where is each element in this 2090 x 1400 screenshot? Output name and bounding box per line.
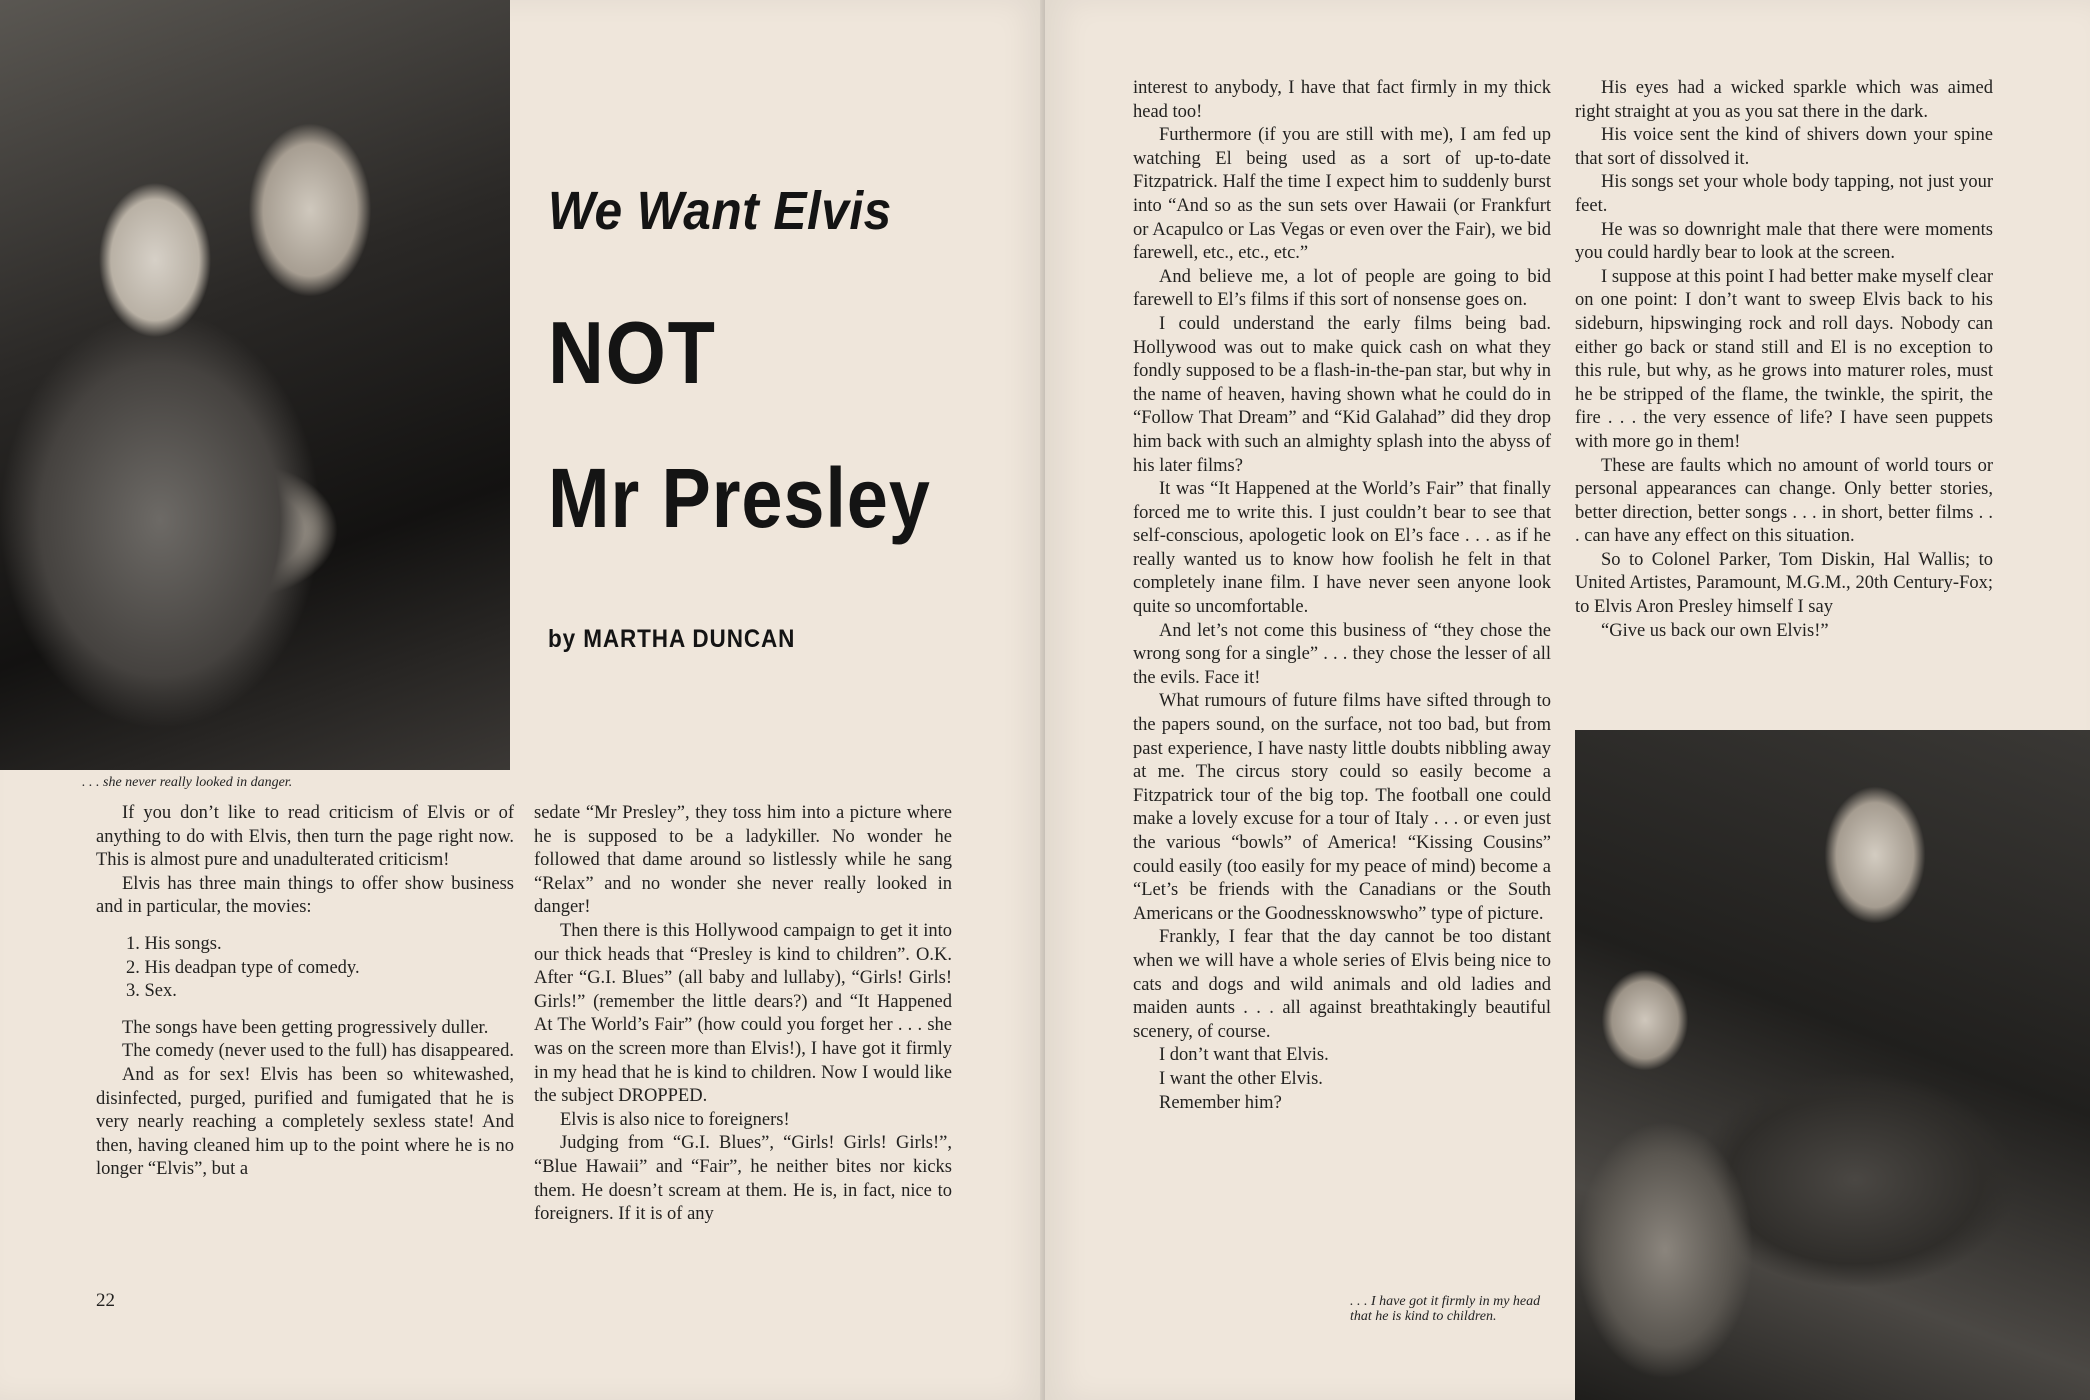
paragraph: The songs have been getting progressively duller. (122, 1017, 489, 1038)
elvis-photo-right (1575, 730, 2090, 1400)
elvis-photo-left (0, 0, 510, 770)
body-column-2 (534, 802, 952, 1227)
list-item: 1. His songs. (126, 933, 222, 954)
headline-line-3: Mr Presley (548, 451, 931, 545)
paragraph: Elvis has three main things to offer show business and in particular, the movies: (96, 873, 514, 918)
paragraph: interest to anybody, I have that fact firmly in my thick head too! (1133, 78, 1551, 122)
paragraph: Judging from “G.I. Blues”, “Girls! Girls! Girls!”, “Blue Hawaii” and “Fair”, he neither bites nor kicks them. He doesn’t scream at them. He is, in fact, nice to foreigners. If it is of any (534, 1133, 952, 1225)
paragraph: “Give us back our own Elvis!” (1601, 620, 1829, 641)
byline: by MARTHA DUNCAN (548, 625, 796, 653)
paragraph: Remember him? (1159, 1092, 1282, 1113)
paragraph: These are faults which no amount of world tours or personal appearances can change. Only better stories, better direction, better songs . . . in short, better films . . . can have any effect on this situation. (1575, 455, 1993, 547)
right-page (1045, 0, 2090, 1400)
page-number: 22 (96, 1290, 115, 1311)
body-column-4 (1575, 77, 1993, 643)
paragraph: It was “It Happened at the World’s Fair” that finally forced me to write this. I just couldn’t bear to see that self-conscious, apologetic look on El’s face . . . as if he really wanted us to know how foolish he felt in that completely inane film. I have never seen anyone look quite so uncomfortable. (1133, 479, 1551, 618)
paragraph: The comedy (never used to the full) has disappeared. (122, 1041, 514, 1062)
paragraph: Frankly, I fear that the day cannot be too distant when we will have a whole series of Elvis being nice to cats and dogs and wild animals and old ladies and maiden aunts . . . all against breathtakingly beautiful scenery, of course. (1133, 927, 1551, 1042)
paragraph: He was so downright male that there were moments you could hardly bear to look at the screen. (1575, 219, 1993, 264)
paragraph: Furthermore (if you are still with me), I am fed up watching El being used as a sort of up-to-date Fitzpatrick. Half the time I expect him to suddenly burst into “And so as the sun sets over Hawaii (or Frankfurt or Acapulco or Las Vegas or even over the Fair), we bid farewell, etc., etc., etc.” (1133, 125, 1551, 264)
paragraph: I suppose at this point I had better make myself clear on one point: I don’t want to sweep Elvis back to his sideburn, hipswinging rock and roll days. Nobody can either go back or stand still and El is no exception to this rule, but why, as he grows into maturer roles, must he be stripped of the flame, the twinkle, the spirit, the fire . . . the very essence of life? I have seen puppets with more go in them! (1575, 266, 1993, 452)
paragraph: And believe me, a lot of people are going to bid farewell to El’s films if this sort of nonsense goes on. (1133, 266, 1551, 311)
list-item: 3. Sex. (126, 981, 177, 1002)
paragraph (534, 920, 952, 1109)
paragraph: I could understand the early films being bad. Hollywood was out to make quick cash on what they fondly supposed to be a flash-in-the-pan star, but why in the name of heaven, having shown what he could do in “Follow That Dream” and “Kid Galahad” did they drop him back with such an almighty splash into the abyss of his later films? (1133, 313, 1551, 476)
list-item: 2. His deadpan type of comedy. (126, 957, 360, 978)
photo-caption-left: . . . she never really looked in danger. (82, 775, 293, 790)
paragraph: What rumours of future films have sifted through to the papers sound, on the surface, not too bad, but from past experience, I have nasty little doubts nibbling away at me. The circus story could so easily become a Fitzpatrick tour of the big top. The football one could make a lovely excuse for a tour of Italy . . . or even just the various “bowls” of America! “Kissing Cousins” could easily (too easily for my peace of mind) become a “Let’s be friends with the Canadians or the South Americans or the Goodnessknowswho” type of picture. (1133, 691, 1551, 924)
headline-line-2: NOT (548, 303, 717, 402)
paragraph: His eyes had a wicked sparkle which was aimed right straight at you as you sat there in the dark. (1575, 78, 1993, 122)
paragraph: sedate “Mr Presley”, they toss him into a picture where he is supposed to be a ladykiller. No wonder he followed that dame around so listlessly while he sang “Relax” and no wonder she never really looked in danger! (534, 803, 952, 918)
paragraph: And let’s not come this business of “they chose the wrong song for a single” . . . they chose the lesser of all the evils. Face it! (1133, 620, 1551, 688)
body-column-3 (1133, 77, 1551, 1115)
paragraph: So to Colonel Parker, Tom Diskin, Hal Wallis; to United Artistes, Paramount, M.G.M., 20th Century-Fox; to Elvis Aron Presley himself I say (1575, 549, 1993, 618)
paragraph-text: Then there is this Hollywood campaign to get it into our thick heads that “Presley is kind to children”. O.K. After “G.I. Blues” (all baby and lullaby), “Girls! Girls! Girls!” (remember the little dears?) and “It Happened At The World’s Fair” (how could you forget her . . . she was on the screen more than Elvis!), I have got it firmly in my head that he is kind to children. Now I would like the subject (534, 920, 952, 1107)
paragraph: And as for sex! Elvis has been so whitewashed, disinfected, purged, purified and fumigated that he is very nearly reaching a completely sexless state! And then, having cleaned him up to the point where he is no longer “Elvis”, but a (96, 1064, 514, 1180)
headline-line-1: We Want Elvis (548, 181, 892, 241)
paragraph: I don’t want that Elvis. (1159, 1045, 1329, 1066)
paragraph: If you don’t like to read criticism of Elvis or of anything to do with Elvis, then turn the page right now. This is almost pure and unadulterated criticism! (96, 803, 514, 871)
body-column-1 (96, 802, 514, 1182)
paragraph: Elvis is also nice to foreigners! (560, 1109, 790, 1130)
paragraph: I want the other Elvis. (1159, 1068, 1323, 1089)
photo-caption-right: . . . I have got it firmly in my head that he is kind to children. (1350, 1294, 1541, 1324)
emphasis-text: DROPPED. (618, 1086, 708, 1107)
paragraph: His voice sent the kind of shivers down your spine that sort of dissolved it. (1575, 125, 1993, 169)
paragraph: His songs set your whole body tapping, not just your feet. (1575, 172, 1993, 216)
